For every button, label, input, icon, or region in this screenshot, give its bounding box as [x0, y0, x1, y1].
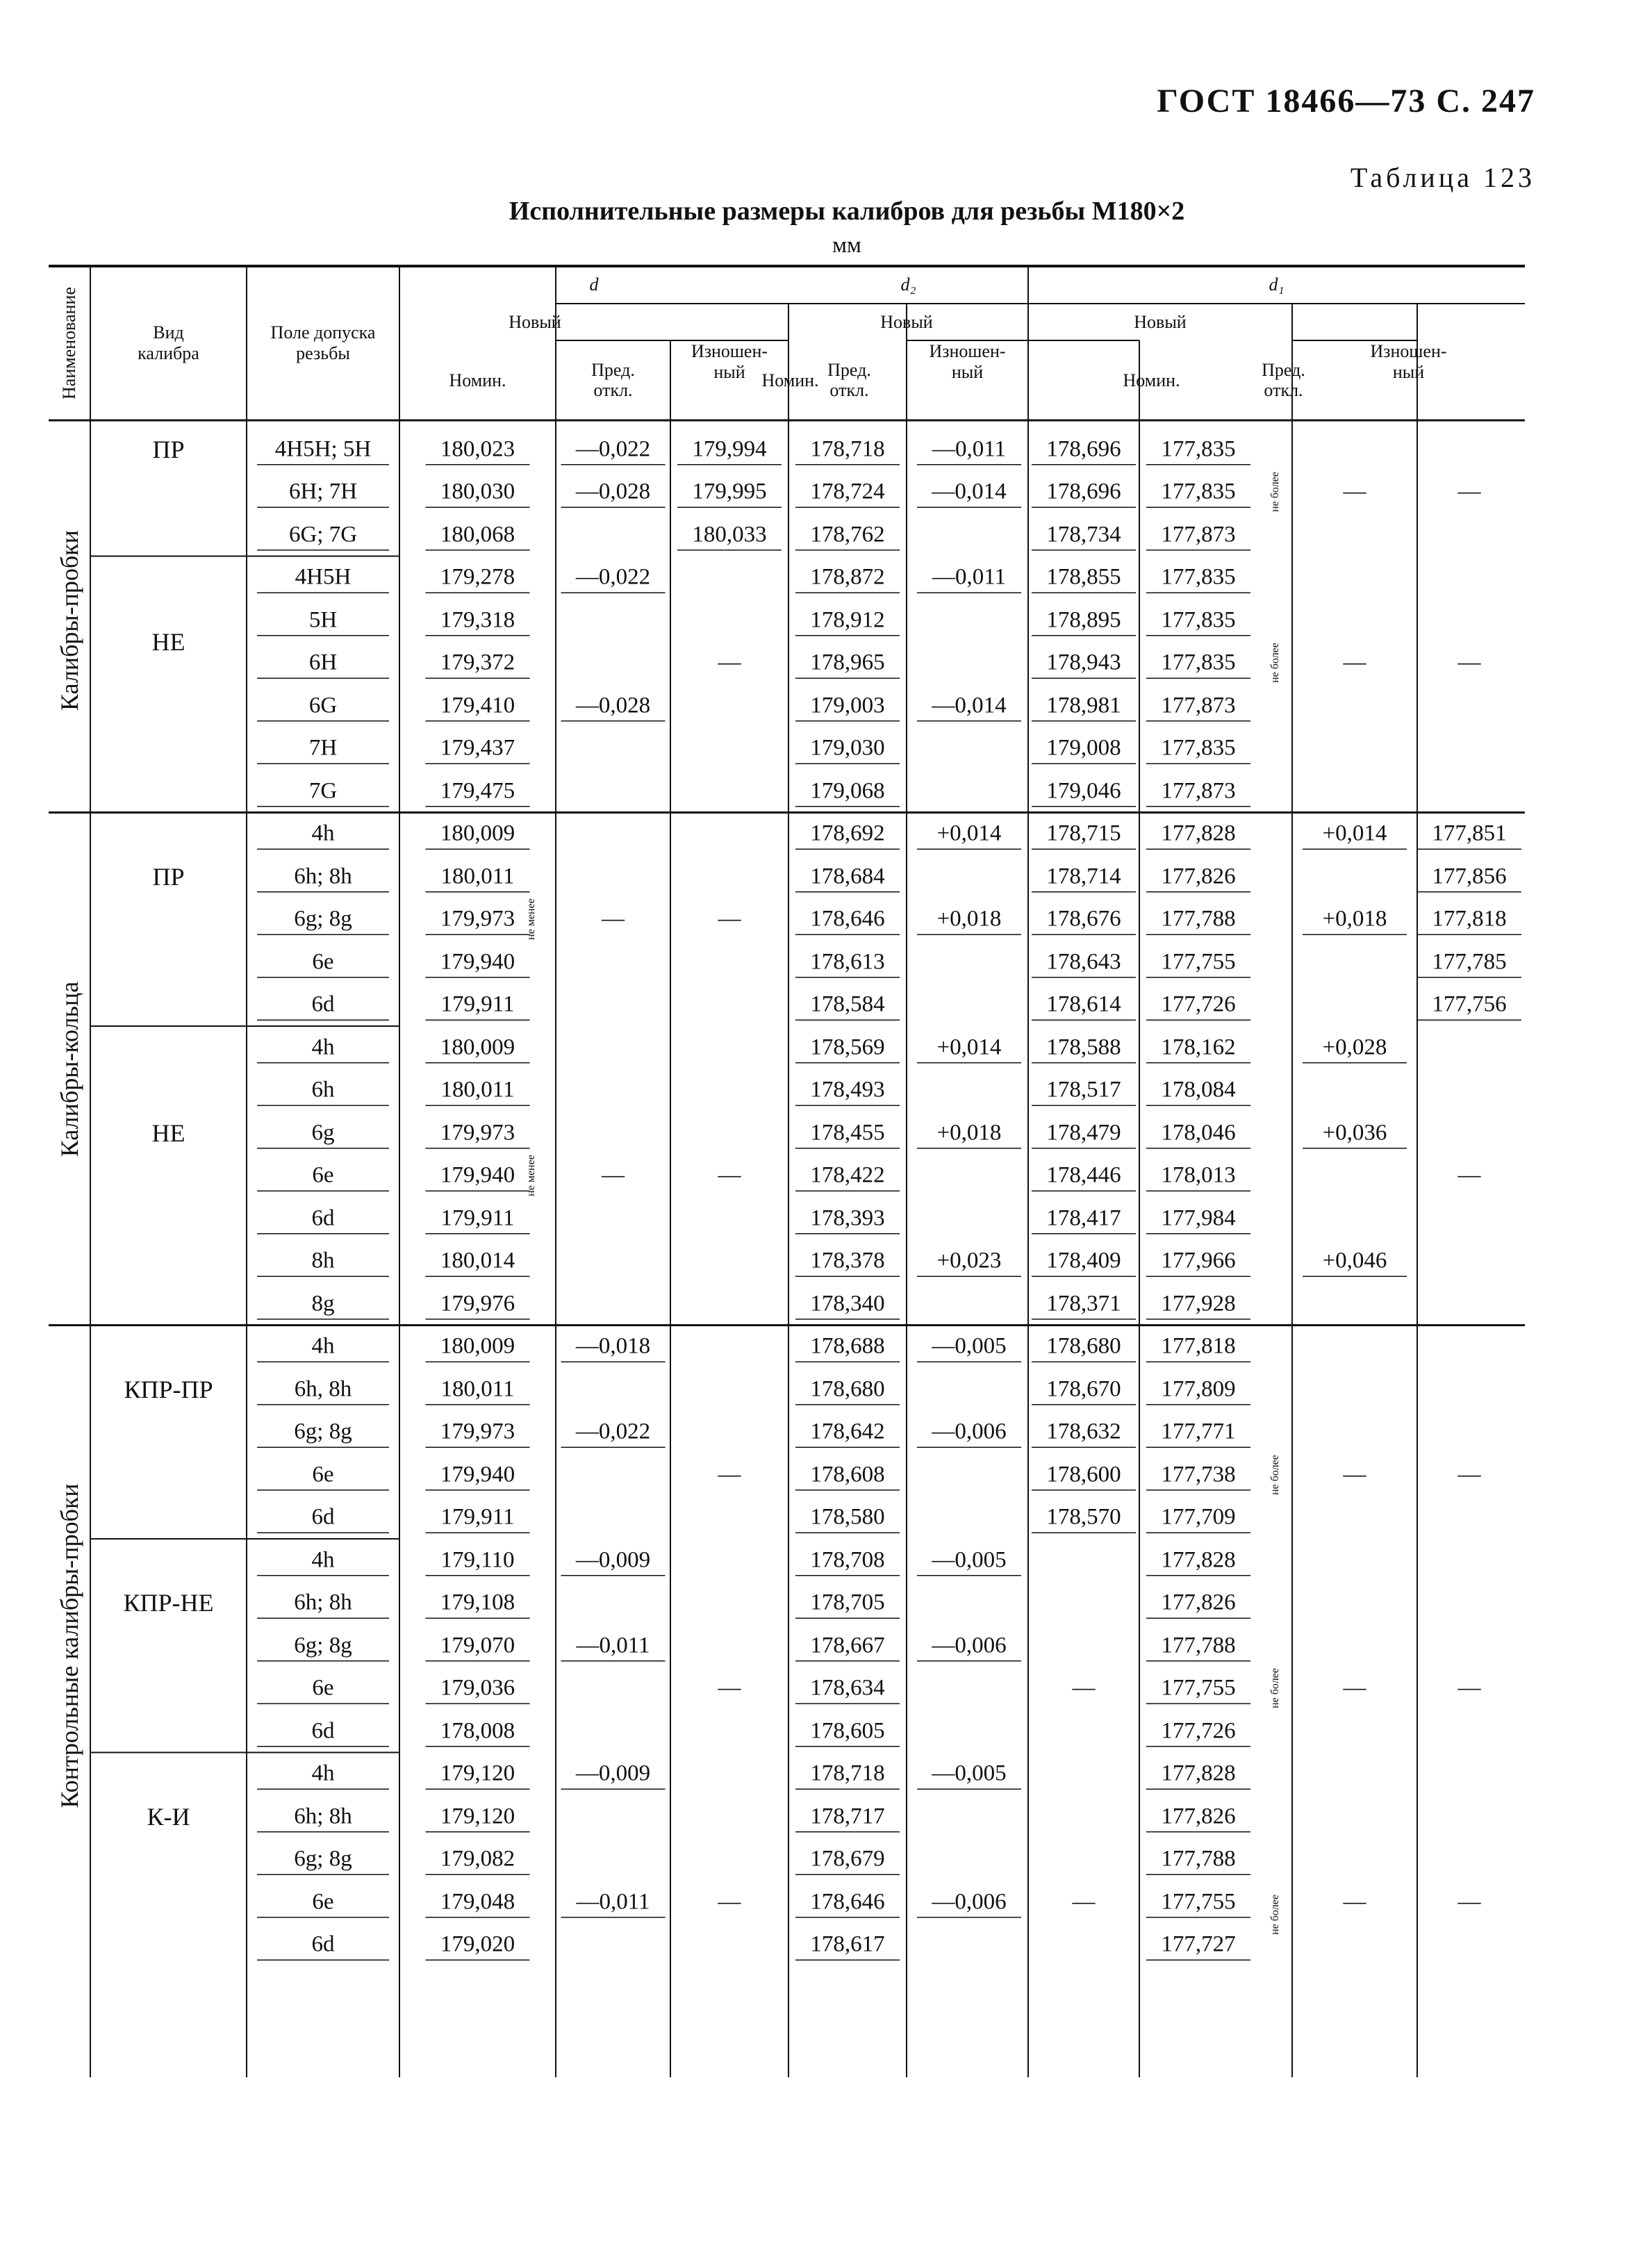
note-not-more: не более: [1269, 1454, 1281, 1495]
col-header-worn-d2: Изношен- ный: [929, 341, 1006, 382]
cell-d-nom: 180,014: [440, 1248, 515, 1273]
table-number: Таблица 123: [1350, 162, 1535, 193]
cell-d2-nom: 179,030: [810, 735, 885, 761]
cell-tol: 6h, 8h: [294, 1376, 352, 1402]
table-title: Исполнительные размеры калибров для резьбы М180×2: [509, 197, 1185, 226]
cell-d2-worn: 178,588: [1046, 1034, 1121, 1060]
cell-d-dev: —0,028: [575, 479, 651, 504]
cell-d2-worn: 178,409: [1046, 1248, 1121, 1273]
col-header-new-d1: Новый: [1134, 311, 1187, 332]
cell-tol: 6g; 8g: [294, 1419, 352, 1444]
col-header-gauge-type: Вид калибра: [138, 322, 199, 363]
cell-d1-nom: 177,788: [1161, 1846, 1236, 1872]
col-header-name: Наименование: [59, 287, 79, 399]
cell-d2-dev: —0,006: [932, 1889, 1007, 1915]
group-name-label: Контрольные калибры-пробки: [56, 1483, 83, 1808]
col-header-deviation-d: Пред. откл.: [591, 359, 635, 401]
dash-placeholder: —: [1457, 1162, 1481, 1188]
cell-tol: 7H: [308, 735, 338, 761]
cell-d2-dev: +0,018: [936, 1120, 1002, 1146]
cell-d-nom: 179,110: [440, 1547, 515, 1573]
cell-d2-nom: 178,608: [810, 1462, 885, 1487]
col-header-deviation-d2: Пред. откл.: [827, 359, 871, 401]
cell-d2-worn: 178,614: [1046, 991, 1121, 1017]
dash-placeholder: —: [1343, 479, 1366, 504]
cell-d2-nom: 178,580: [810, 1504, 885, 1530]
cell-d-nom: 179,278: [440, 564, 515, 590]
dash-placeholder: —: [1343, 1889, 1366, 1915]
col-header-d1: d₁: [1269, 274, 1285, 295]
cell-d-nom: 179,911: [440, 1205, 515, 1231]
cell-d2-worn: 179,046: [1046, 778, 1121, 804]
dash-placeholder: —: [1343, 1462, 1366, 1487]
dash-placeholder: —: [1072, 1889, 1096, 1915]
cell-d2-nom: 178,692: [810, 820, 885, 846]
dash-placeholder: —: [602, 1162, 625, 1188]
cell-d2-worn: 178,479: [1046, 1120, 1121, 1146]
cell-d2-worn: 179,008: [1046, 735, 1121, 761]
cell-d2-nom: 178,667: [810, 1633, 885, 1658]
col-header-nominal-d1: Номин.: [1123, 370, 1180, 390]
cell-d1-nom: 177,788: [1161, 906, 1236, 932]
cell-d2-worn: 178,943: [1046, 650, 1121, 675]
cell-d-nom: 179,318: [440, 607, 515, 633]
cell-d-dev: —0,009: [575, 1760, 651, 1786]
cell-d-nom: 179,940: [440, 1462, 515, 1487]
cell-d2-nom: 179,003: [810, 693, 885, 718]
cell-d1-nom: 177,984: [1161, 1205, 1236, 1231]
cell-d2-worn: 178,600: [1046, 1462, 1121, 1487]
cell-d1-nom: 177,828: [1161, 1760, 1236, 1786]
cell-d1-nom: 177,726: [1161, 1718, 1236, 1744]
gauge-type-label: ПР: [152, 435, 185, 463]
note-not-less: не менее: [525, 1155, 537, 1197]
cell-tol: 6e: [312, 1675, 334, 1701]
cell-d1-worn: 177,856: [1432, 864, 1507, 889]
cell-d2-dev: —0,005: [932, 1760, 1007, 1786]
cell-d1-dev: +0,046: [1322, 1248, 1387, 1273]
cell-d2-nom: 178,965: [810, 650, 885, 675]
cell-d-worn: 180,033: [692, 522, 767, 547]
dash-placeholder: —: [1343, 650, 1366, 675]
cell-d-nom: 179,120: [440, 1804, 515, 1829]
cell-d-nom: 179,108: [440, 1590, 515, 1615]
dash-placeholder: —: [1457, 479, 1481, 504]
dash-placeholder: —: [718, 1162, 741, 1188]
cell-d-nom: 180,009: [440, 1034, 515, 1060]
cell-d1-nom: 177,726: [1161, 991, 1236, 1017]
cell-d2-worn: 178,680: [1046, 1333, 1121, 1359]
cell-d1-nom: 177,835: [1161, 436, 1236, 462]
dash-placeholder: —: [1343, 1675, 1366, 1701]
cell-d-nom: 179,120: [440, 1760, 515, 1786]
cell-d2-worn: 178,696: [1046, 436, 1121, 462]
cell-tol: 6e: [312, 949, 334, 975]
cell-d2-nom: 178,679: [810, 1846, 885, 1872]
cell-d2-worn: 178,715: [1046, 820, 1121, 846]
cell-d2-nom: 178,642: [810, 1419, 885, 1444]
cell-d1-nom: 177,826: [1161, 864, 1236, 889]
cell-d-nom: 179,070: [440, 1633, 515, 1658]
cell-d2-worn: 178,632: [1046, 1419, 1121, 1444]
cell-tol: 6H: [308, 650, 338, 675]
cell-tol: 4h: [311, 1333, 335, 1359]
cell-d-nom: 180,011: [440, 864, 515, 889]
cell-d2-worn: 178,570: [1046, 1504, 1121, 1530]
cell-d1-worn: 177,756: [1432, 991, 1507, 1017]
cell-d-dev: —0,018: [575, 1333, 651, 1359]
col-header-tolerance: Поле допуска резьбы: [270, 322, 376, 363]
cell-d2-nom: 178,617: [810, 1931, 885, 1957]
cell-d2-nom: 178,646: [810, 1889, 885, 1915]
cell-tol: 6e: [312, 1162, 334, 1188]
cell-d2-nom: 178,393: [810, 1205, 885, 1231]
col-header-d2: d₂: [900, 274, 916, 295]
cell-d-dev: —0,011: [576, 1889, 650, 1915]
cell-d1-dev: +0,028: [1322, 1034, 1387, 1060]
cell-tol: 6h; 8h: [294, 864, 352, 889]
cell-d2-nom: 178,493: [810, 1077, 885, 1103]
gauge-type-label: К-И: [147, 1802, 190, 1831]
col-header-worn-d: Изношен- ный: [691, 341, 768, 382]
note-not-more: не более: [1269, 643, 1281, 684]
note-not-more: не более: [1269, 1668, 1281, 1709]
col-header-nominal-d2: Номин.: [761, 370, 819, 390]
cell-d1-nom: 177,873: [1161, 693, 1236, 718]
cell-tol: 6g; 8g: [294, 1633, 352, 1658]
cell-d2-dev: +0,023: [936, 1248, 1002, 1273]
col-header-worn-d1: Изношен- ный: [1370, 341, 1447, 382]
cell-d2-worn: 178,517: [1046, 1077, 1121, 1103]
cell-tol: 6H; 7H: [288, 479, 358, 504]
cell-d-dev: —0,011: [576, 1633, 650, 1658]
cell-d2-nom: 178,912: [810, 607, 885, 633]
cell-d2-worn: 178,446: [1046, 1162, 1121, 1188]
cell-d2-worn: 178,855: [1046, 564, 1121, 590]
cell-d-nom: 179,020: [440, 1931, 515, 1957]
cell-d-nom: 179,410: [440, 693, 515, 718]
cell-d2-nom: 178,708: [810, 1547, 885, 1573]
cell-d1-nom: 177,873: [1161, 778, 1236, 804]
group-name-label: Калибры-пробки: [56, 529, 83, 711]
cell-d-nom: 180,009: [440, 1333, 515, 1359]
cell-tol: 5H: [308, 607, 338, 633]
cell-d1-nom: 177,835: [1161, 564, 1236, 590]
cell-d2-dev: —0,011: [932, 436, 1007, 462]
dash-placeholder: —: [718, 650, 741, 675]
cell-d1-nom: 177,771: [1161, 1419, 1236, 1444]
cell-tol: 4h: [311, 1547, 335, 1573]
cell-d1-nom: 177,788: [1161, 1633, 1236, 1658]
cell-d2-dev: —0,006: [932, 1419, 1007, 1444]
cell-tol: 4H5H; 5H: [274, 436, 372, 462]
cell-tol: 6G: [308, 693, 338, 718]
page-header-standard: ГОСТ 18466—73 С. 247: [1157, 83, 1535, 119]
cell-d2-worn: 178,670: [1046, 1376, 1121, 1402]
cell-tol: 6g; 8g: [294, 1846, 352, 1872]
cell-tol: 6d: [311, 991, 335, 1017]
cell-d1-nom: 177,928: [1161, 1291, 1236, 1317]
cell-d2-dev: +0,014: [936, 1034, 1002, 1060]
cell-d2-nom: 178,422: [810, 1162, 885, 1188]
cell-d2-dev: —0,005: [932, 1333, 1007, 1359]
dash-placeholder: —: [718, 1462, 741, 1487]
cell-tol: 6e: [312, 1889, 334, 1915]
col-header-new-d: Новый: [509, 311, 561, 332]
cell-tol: 6d: [311, 1504, 335, 1530]
cell-d2-nom: 178,724: [810, 479, 885, 504]
cell-d-worn: 179,995: [692, 479, 767, 504]
cell-d1-nom: 178,013: [1161, 1162, 1236, 1188]
cell-d2-nom: 178,646: [810, 906, 885, 932]
cell-d-dev: —0,022: [575, 1419, 651, 1444]
cell-d2-nom: 178,680: [810, 1376, 885, 1402]
cell-d1-nom: 178,162: [1161, 1034, 1236, 1060]
cell-d2-dev: +0,014: [936, 820, 1002, 846]
cell-d-nom: 179,940: [440, 1162, 515, 1188]
cell-d2-nom: 178,569: [810, 1034, 885, 1060]
cell-tol: 8h: [311, 1248, 335, 1273]
group-name-label: Калибры-кольца: [56, 981, 83, 1157]
cell-tol: 6h; 8h: [294, 1590, 352, 1615]
cell-d1-nom: 178,046: [1161, 1120, 1236, 1146]
cell-d1-nom: 177,809: [1161, 1376, 1236, 1402]
cell-d1-nom: 177,966: [1161, 1248, 1236, 1273]
cell-tol: 6g: [311, 1120, 335, 1146]
cell-d2-nom: 178,688: [810, 1333, 885, 1359]
cell-d2-worn: 178,981: [1046, 693, 1121, 718]
col-header-deviation-d1: Пред. откл.: [1262, 359, 1305, 401]
cell-d1-worn: 177,818: [1432, 906, 1507, 932]
cell-tol: 6d: [311, 1931, 335, 1957]
cell-d1-dev: +0,018: [1322, 906, 1387, 932]
cell-tol: 6d: [311, 1718, 335, 1744]
cell-d2-nom: 178,718: [810, 1760, 885, 1786]
cell-d2-nom: 178,762: [810, 522, 885, 547]
cell-d2-nom: 178,340: [810, 1291, 885, 1317]
cell-d2-worn: 178,696: [1046, 479, 1121, 504]
cell-d1-worn: 177,785: [1432, 949, 1507, 975]
col-header-nominal-d: Номин.: [449, 370, 506, 390]
cell-tol: 6d: [311, 1205, 335, 1231]
cell-d1-nom: 177,835: [1161, 735, 1236, 761]
cell-d2-nom: 178,717: [810, 1804, 885, 1829]
cell-d-nom: 179,082: [440, 1846, 515, 1872]
cell-d2-worn: 178,417: [1046, 1205, 1121, 1231]
cell-d1-nom: 177,818: [1161, 1333, 1236, 1359]
gauge-type-label: КПР-НЕ: [123, 1589, 214, 1617]
cell-d1-dev: +0,014: [1322, 820, 1387, 846]
cell-d1-nom: 177,727: [1161, 1931, 1236, 1957]
cell-d1-nom: 177,755: [1161, 1675, 1236, 1701]
cell-d-nom: 179,437: [440, 735, 515, 761]
note-not-more: не более: [1269, 1895, 1281, 1936]
cell-d-nom: 179,911: [440, 1504, 515, 1530]
dash-placeholder: —: [718, 906, 741, 932]
cell-d2-worn: 178,643: [1046, 949, 1121, 975]
cell-d-nom: 179,036: [440, 1675, 515, 1701]
cell-d2-worn: 178,676: [1046, 906, 1121, 932]
dash-placeholder: —: [1072, 1675, 1096, 1701]
cell-d2-nom: 178,584: [810, 991, 885, 1017]
cell-d1-nom: 177,826: [1161, 1804, 1236, 1829]
cell-tol: 4h: [311, 1034, 335, 1060]
dash-placeholder: —: [1457, 1889, 1481, 1915]
cell-d1-nom: 177,873: [1161, 522, 1236, 547]
cell-d-dev: —0,028: [575, 693, 651, 718]
cell-tol: 6h; 8h: [294, 1804, 352, 1829]
cell-tol: 7G: [308, 778, 338, 804]
cell-d2-dev: —0,014: [932, 479, 1007, 504]
cell-d2-dev: —0,011: [932, 564, 1007, 590]
cell-tol: 4H5H: [295, 564, 352, 590]
cell-d2-nom: 178,684: [810, 864, 885, 889]
dash-placeholder: —: [1457, 650, 1481, 675]
cell-d-nom: 179,475: [440, 778, 515, 804]
cell-d-nom: 179,973: [440, 906, 515, 932]
table-unit: мм: [832, 233, 861, 258]
gauge-type-label: ПР: [152, 862, 185, 891]
cell-d1-nom: 177,828: [1161, 820, 1236, 846]
cell-d-nom: 179,911: [440, 991, 515, 1017]
dash-placeholder: —: [1457, 1462, 1481, 1487]
dash-placeholder: —: [602, 906, 625, 932]
dash-placeholder: —: [718, 1889, 741, 1915]
cell-d-nom: 179,973: [440, 1419, 515, 1444]
cell-d2-nom: 178,634: [810, 1675, 885, 1701]
cell-tol: 6e: [312, 1462, 334, 1487]
cell-d1-nom: 177,835: [1161, 607, 1236, 633]
cell-d2-worn: 178,895: [1046, 607, 1121, 633]
cell-d2-nom: 178,613: [810, 949, 885, 975]
cell-tol: 4h: [311, 1760, 335, 1786]
cell-d-nom: 179,940: [440, 949, 515, 975]
cell-tol: 8g: [311, 1291, 335, 1317]
cell-d2-nom: 178,872: [810, 564, 885, 590]
gauge-type-label: КПР-ПР: [124, 1375, 213, 1403]
cell-d2-worn: 178,734: [1046, 522, 1121, 547]
cell-d1-nom: 177,835: [1161, 650, 1236, 675]
cell-d2-nom: 178,605: [810, 1718, 885, 1744]
cell-d-nom: 180,009: [440, 820, 515, 846]
gauge-type-label: НЕ: [151, 1119, 185, 1147]
cell-d1-nom: 177,738: [1161, 1462, 1236, 1487]
cell-d-nom: 179,973: [440, 1120, 515, 1146]
note-not-more: не более: [1269, 472, 1281, 513]
col-header-d: d: [589, 274, 599, 295]
cell-d1-nom: 177,755: [1161, 1889, 1236, 1915]
cell-d1-nom: 177,826: [1161, 1590, 1236, 1615]
dash-placeholder: —: [1457, 1675, 1481, 1701]
dash-placeholder: —: [718, 1675, 741, 1701]
cell-d1-nom: 177,835: [1161, 479, 1236, 504]
cell-d1-nom: 177,709: [1161, 1504, 1236, 1530]
cell-d-nom: 178,008: [440, 1718, 515, 1744]
cell-d2-dev: —0,014: [932, 693, 1007, 718]
cell-tol: 6G; 7G: [288, 522, 358, 547]
cell-d1-nom: 177,828: [1161, 1547, 1236, 1573]
cell-d1-dev: +0,036: [1322, 1120, 1387, 1146]
cell-d-nom: 180,011: [440, 1077, 515, 1103]
cell-d-nom: 179,372: [440, 650, 515, 675]
cell-d1-worn: 177,851: [1432, 820, 1507, 846]
cell-d-nom: 179,976: [440, 1291, 515, 1317]
cell-d-nom: 180,030: [440, 479, 515, 504]
cell-d-nom: 180,023: [440, 436, 515, 462]
cell-d2-dev: —0,005: [932, 1547, 1007, 1573]
gauge-type-label: НЕ: [151, 627, 185, 656]
cell-d2-dev: —0,006: [932, 1633, 1007, 1658]
cell-d2-nom: 178,705: [810, 1590, 885, 1615]
note-not-less: не менее: [525, 898, 537, 941]
cell-d1-nom: 177,755: [1161, 949, 1236, 975]
cell-d2-nom: 178,378: [810, 1248, 885, 1273]
cell-d-dev: —0,022: [575, 564, 651, 590]
cell-d-nom: 180,068: [440, 522, 515, 547]
cell-tol: 4h: [311, 820, 335, 846]
cell-d-worn: 179,994: [692, 436, 767, 462]
cell-d2-nom: 179,068: [810, 778, 885, 804]
cell-d-nom: 179,048: [440, 1889, 515, 1915]
cell-d2-nom: 178,455: [810, 1120, 885, 1146]
cell-d-dev: —0,022: [575, 436, 651, 462]
cell-d2-worn: 178,371: [1046, 1291, 1121, 1317]
cell-d2-nom: 178,718: [810, 436, 885, 462]
col-header-new-d2: Новый: [880, 311, 933, 332]
cell-d1-nom: 178,084: [1161, 1077, 1236, 1103]
cell-tol: 6g; 8g: [294, 906, 352, 932]
cell-d2-worn: 178,714: [1046, 864, 1121, 889]
cell-d-dev: —0,009: [575, 1547, 651, 1573]
cell-d-nom: 180,011: [440, 1376, 515, 1402]
cell-d2-dev: +0,018: [936, 906, 1002, 932]
cell-tol: 6h: [311, 1077, 335, 1103]
